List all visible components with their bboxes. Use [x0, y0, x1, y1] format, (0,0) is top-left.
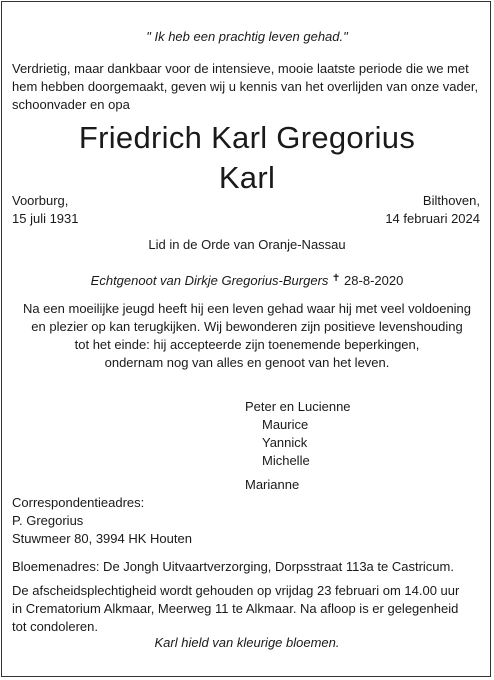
cross-icon: ✝ — [332, 273, 341, 284]
deceased-call-name: Karl — [218, 160, 276, 195]
correspondence-name: P. Gregorius — [12, 513, 84, 528]
birth-date: 15 juli 1931 — [12, 211, 79, 226]
intro-line-2: hem hebben doorgemaakt, geven wij u kennis van het overlijden van onze vader, — [12, 79, 479, 94]
spouse-line — [0, 270, 494, 290]
farewell-line-2: in Crematorium Alkmaar, Meerweg 11 te Alkmaar. Na afloop is er gelegenheid — [12, 601, 459, 616]
family-couple: Peter en Lucienne — [245, 399, 351, 414]
tribute-line-3: tot het einde: hij accepteerde zijn toenemende beperkingen, — [74, 337, 420, 352]
intro-line-3: schoonvader en opa — [12, 97, 130, 112]
tribute-line-4: ondernam nog van alles en genoot van het leven. — [104, 355, 390, 370]
farewell-line-1: De afscheidsplechtigheid wordt gehouden op vrijdag 23 februari om 14.00 uur — [12, 583, 460, 598]
death-place: Bilthoven, — [422, 193, 480, 208]
grandchild: Yannick — [262, 435, 308, 450]
correspondence-label: Correspondentieadres: — [12, 495, 145, 510]
quote: " Ik heb een prachtig leven gehad." — [146, 29, 348, 44]
deceased-full-name: Friedrich Karl Gregorius — [78, 120, 416, 155]
spouse-date: 28-8-2020 — [344, 273, 404, 288]
farewell-line-3: tot condoleren. — [12, 619, 99, 634]
intro-line-1: Verdrietig, maar dankbaar voor de intensieve, mooie laatste periode die we met — [12, 61, 469, 76]
grandchild: Michelle — [262, 453, 310, 468]
tribute-line-2: en plezier op kan terugkijken. Wij bewonderen zijn positieve levenshouding — [31, 319, 463, 334]
birth-place: Voorburg, — [12, 193, 69, 208]
correspondence-address: Stuwmeer 80, 3994 HK Houten — [12, 531, 192, 546]
flowers-address: Bloemenadres: De Jongh Uitvaartverzorging, Dorpsstraat 113a te Castricum. — [12, 559, 454, 574]
order-membership: Lid in de Orde van Oranje-Nassau — [148, 237, 346, 252]
family-other: Marianne — [245, 477, 300, 492]
closing-line: Karl hield van kleurige bloemen. — [154, 635, 340, 650]
death-date: 14 februari 2024 — [385, 211, 480, 226]
grandchild: Maurice — [262, 417, 309, 432]
tribute-line-1: Na een moeilijke jeugd heeft hij een leven gehad waar hij met veel voldoening — [22, 301, 472, 316]
spouse-text: Echtgenoot van Dirkje Gregorius-Burgers — [90, 273, 329, 288]
